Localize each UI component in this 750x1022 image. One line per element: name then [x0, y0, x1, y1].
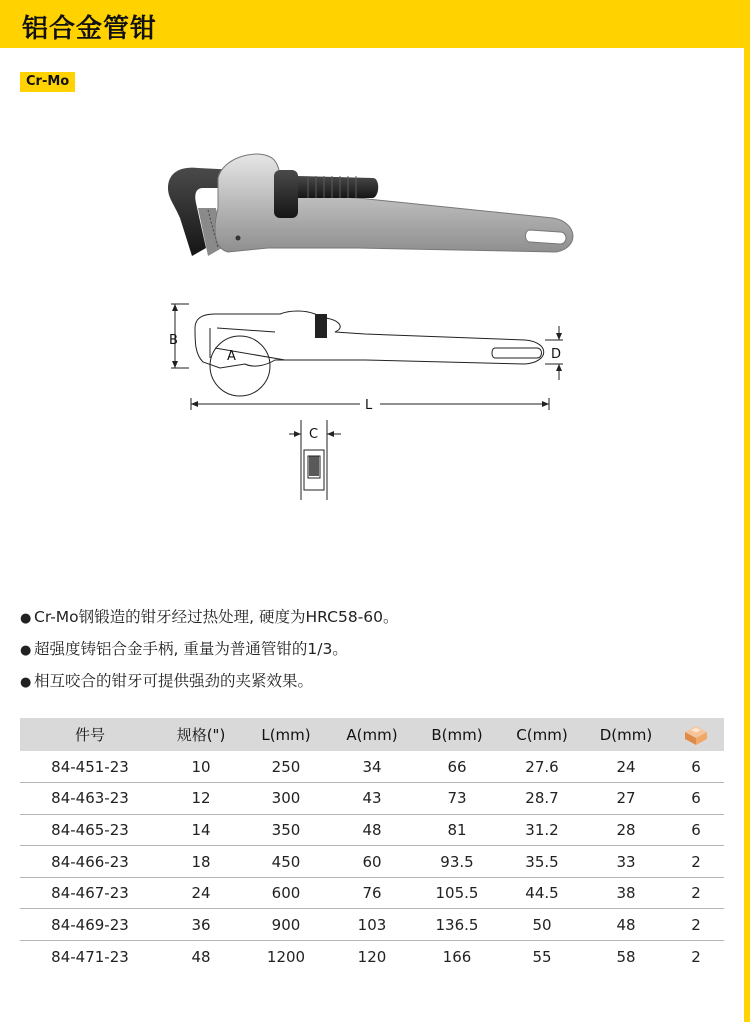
- table-cell: 48: [584, 909, 668, 941]
- table-cell: 105.5: [414, 877, 500, 909]
- table-cell: 27: [584, 783, 668, 815]
- pipe-wrench-photo: [158, 148, 588, 268]
- table-cell: 250: [242, 751, 330, 783]
- table-row: [20, 909, 724, 941]
- dimension-label-c: C: [309, 427, 319, 442]
- column-header: [668, 718, 724, 751]
- dimension-label-b: B: [169, 333, 178, 348]
- feature-list: [20, 602, 399, 698]
- table-cell: 84-466-23: [20, 846, 160, 878]
- spec-table-body: [20, 751, 724, 972]
- table-cell: 60: [330, 846, 414, 878]
- table-cell: 34: [330, 751, 414, 783]
- table-cell: 73: [414, 783, 500, 815]
- table-cell: 84-467-23: [20, 877, 160, 909]
- table-cell: 38: [584, 877, 668, 909]
- dimension-diagram: [165, 288, 575, 508]
- table-cell: 28.7: [500, 783, 584, 815]
- table-row: [20, 941, 724, 973]
- table-cell: 10: [160, 751, 242, 783]
- title-bar: [0, 0, 750, 48]
- column-header: L(mm): [261, 725, 311, 744]
- table-cell: 58: [616, 947, 636, 966]
- feature-item: [20, 666, 399, 698]
- table-header-row: [20, 718, 724, 751]
- table-cell: 31.2: [500, 814, 584, 846]
- table-cell: 44.5: [500, 877, 584, 909]
- page-title: 铝合金管钳: [22, 14, 158, 44]
- column-header: B(mm): [431, 725, 483, 744]
- table-cell: 84-471-23: [51, 947, 129, 966]
- table-cell: 2: [668, 909, 724, 941]
- table-cell: 2: [668, 877, 724, 909]
- feature-item: [20, 602, 399, 634]
- column-header: C(mm): [516, 725, 568, 744]
- table-cell: 33: [584, 846, 668, 878]
- table-cell: 166: [442, 947, 472, 966]
- dimension-label-l: L: [365, 398, 373, 413]
- table-cell: 35.5: [500, 846, 584, 878]
- table-row: [20, 783, 724, 815]
- column-header: 件号: [74, 726, 105, 744]
- material-badge: Cr-Mo: [20, 72, 75, 92]
- table-cell: 120: [357, 947, 387, 966]
- table-cell: 18: [160, 846, 242, 878]
- table-cell: 600: [242, 877, 330, 909]
- table-cell: 66: [414, 751, 500, 783]
- table-cell: 6: [668, 814, 724, 846]
- table-cell: 50: [500, 909, 584, 941]
- feature-text: 相互咬合的钳牙可提供强劲的夹紧效果。: [34, 672, 314, 690]
- table-cell: 450: [242, 846, 330, 878]
- table-cell: 900: [242, 909, 330, 941]
- table-row: [20, 814, 724, 846]
- table-cell: 103: [330, 909, 414, 941]
- table-cell: 28: [584, 814, 668, 846]
- feature-item: [20, 634, 399, 666]
- table-cell: 24: [584, 751, 668, 783]
- package-box-icon: [683, 724, 709, 746]
- table-cell: 55: [532, 947, 552, 966]
- table-cell: 84-469-23: [20, 909, 160, 941]
- table-row: [20, 846, 724, 878]
- bullet-icon: ●: [20, 675, 32, 690]
- table-cell: 84-465-23: [20, 814, 160, 846]
- column-header: 规格("): [176, 726, 226, 744]
- table-cell: 48: [330, 814, 414, 846]
- table-cell: 76: [330, 877, 414, 909]
- right-accent-border: [744, 48, 750, 1022]
- table-cell: 350: [242, 814, 330, 846]
- spec-table: [20, 718, 724, 972]
- table-cell: 1200: [266, 947, 306, 966]
- column-header: D(mm): [599, 725, 653, 744]
- table-row: [20, 877, 724, 909]
- bullet-icon: ●: [20, 643, 32, 658]
- bullet-icon: ●: [20, 611, 32, 626]
- column-header: A(mm): [346, 725, 398, 744]
- dimension-label-a: A: [227, 349, 236, 364]
- table-cell: 48: [191, 947, 211, 966]
- table-cell: 12: [160, 783, 242, 815]
- table-cell: 136.5: [414, 909, 500, 941]
- table-cell: 84-451-23: [20, 751, 160, 783]
- table-cell: 36: [160, 909, 242, 941]
- table-cell: 6: [668, 751, 724, 783]
- table-cell: 93.5: [414, 846, 500, 878]
- table-cell: 6: [668, 783, 724, 815]
- feature-text: 超强度铸铝合金手柄, 重量为普通管钳的1/3。: [34, 640, 348, 658]
- table-cell: 81: [414, 814, 500, 846]
- dimension-label-d: D: [551, 347, 562, 362]
- table-cell: 43: [330, 783, 414, 815]
- table-cell: 14: [160, 814, 242, 846]
- table-cell: 84-463-23: [20, 783, 160, 815]
- table-cell: 2: [668, 846, 724, 878]
- table-cell: 2: [691, 947, 701, 966]
- table-cell: 300: [242, 783, 330, 815]
- table-cell: 24: [160, 877, 242, 909]
- table-cell: 27.6: [500, 751, 584, 783]
- table-row: [20, 751, 724, 783]
- feature-text: Cr-Mo钢锻造的钳牙经过热处理, 硬度为HRC58-60。: [34, 608, 399, 626]
